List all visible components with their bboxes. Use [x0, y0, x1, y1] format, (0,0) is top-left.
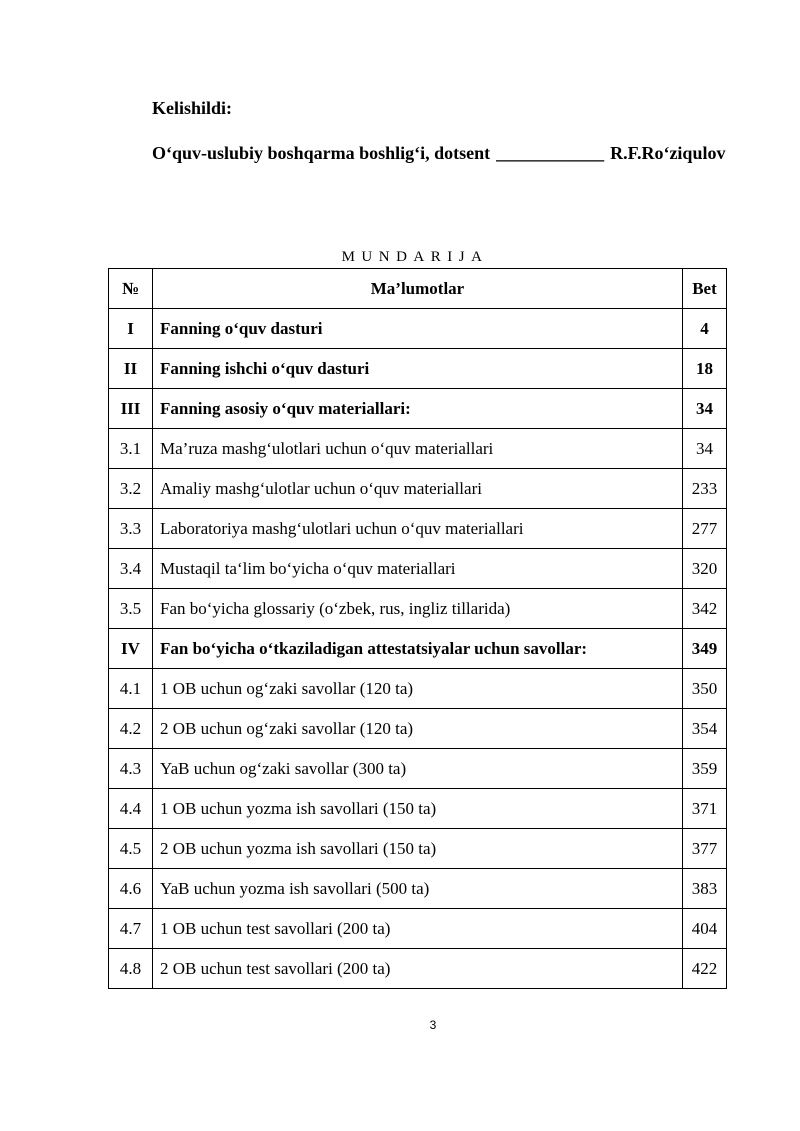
toc-row: [109, 749, 727, 789]
toc-row: [109, 549, 727, 589]
toc-row-number: 3.5: [109, 589, 153, 629]
toc-row-page: 4: [683, 309, 727, 349]
toc-row-page: 18: [683, 349, 727, 389]
toc-row-title: 1 OB uchun yozma ish savollari (150 ta): [153, 789, 683, 829]
toc-row-title: YaB uchun og‘zaki savollar (300 ta): [153, 749, 683, 789]
toc-row-number: 4.5: [109, 829, 153, 869]
toc-row-title: 2 OB uchun og‘zaki savollar (120 ta): [153, 709, 683, 749]
toc-row-number: 3.4: [109, 549, 153, 589]
approver-title: O‘quv-uslubiy boshqarma boshlig‘i, dotsent: [152, 143, 491, 163]
toc-row: [109, 869, 727, 909]
toc-row-title: Fanning asosiy o‘quv materiallari:: [153, 389, 683, 429]
toc-row-title: 1 OB uchun og‘zaki savollar (120 ta): [153, 669, 683, 709]
toc-row-number: 3.1: [109, 429, 153, 469]
toc-row: [109, 389, 727, 429]
toc-row-page: 404: [683, 909, 727, 949]
toc-row-number: 4.1: [109, 669, 153, 709]
toc-row-number: 3.3: [109, 509, 153, 549]
toc-row-title: 2 OB uchun test savollari (200 ta): [153, 949, 683, 989]
toc-row-page: 371: [683, 789, 727, 829]
toc-row-number: 3.2: [109, 469, 153, 509]
toc-row-title: Mustaqil ta‘lim bo‘yicha o‘quv materiallari: [153, 549, 683, 589]
toc-row-title: Fanning ishchi o‘quv dasturi: [153, 349, 683, 389]
toc-row-page: 320: [683, 549, 727, 589]
column-header-contents: Ma’lumotlar: [153, 269, 683, 309]
column-header-number: №: [109, 269, 153, 309]
page-number: 3: [429, 1018, 437, 1032]
toc-row-page: 377: [683, 829, 727, 869]
toc-row-title: Laboratoriya mashg‘ulotlari uchun o‘quv materiallari: [153, 509, 683, 549]
toc-row-page: 354: [683, 709, 727, 749]
toc-table: [108, 268, 727, 989]
toc-row-title: Amaliy mashg‘ulotlar uchun o‘quv materiallari: [153, 469, 683, 509]
approver-line: [152, 143, 725, 164]
toc-row-title: Fan bo‘yicha o‘tkaziladigan attestatsiyalar uchun savollar:: [153, 629, 683, 669]
toc-row: [109, 349, 727, 389]
toc-body: [109, 309, 727, 989]
toc-row-number: 4.7: [109, 909, 153, 949]
toc-row: [109, 309, 727, 349]
toc-row-page: 350: [683, 669, 727, 709]
toc-row-title: Fanning o‘quv dasturi: [153, 309, 683, 349]
toc-row-page: 34: [683, 389, 727, 429]
signature-line: ____________: [496, 143, 605, 163]
toc-row-page: 349: [683, 629, 727, 669]
agreed-label: Kelishildi:: [152, 98, 233, 118]
toc-row: [109, 429, 727, 469]
toc-row-page: 34: [683, 429, 727, 469]
toc-row-number: 4.2: [109, 709, 153, 749]
toc-row-number: III: [109, 389, 153, 429]
toc-row-number: I: [109, 309, 153, 349]
toc-header-row: [109, 269, 727, 309]
toc-row-number: 4.6: [109, 869, 153, 909]
toc-row: [109, 789, 727, 829]
toc-row-title: YaB uchun yozma ish savollari (500 ta): [153, 869, 683, 909]
toc-row-number: II: [109, 349, 153, 389]
toc-row-number: 4.4: [109, 789, 153, 829]
toc-row: [109, 829, 727, 869]
toc-row-page: 422: [683, 949, 727, 989]
toc-row-number: IV: [109, 629, 153, 669]
toc-row-page: 342: [683, 589, 727, 629]
toc-row-page: 383: [683, 869, 727, 909]
toc-row: [109, 509, 727, 549]
toc-row-title: 1 OB uchun test savollari (200 ta): [153, 909, 683, 949]
column-header-page: Bet: [683, 269, 727, 309]
toc-row: [109, 949, 727, 989]
toc-row-page: 233: [683, 469, 727, 509]
toc-row-title: 2 OB uchun yozma ish savollari (150 ta): [153, 829, 683, 869]
toc-row-number: 4.3: [109, 749, 153, 789]
toc-row: [109, 909, 727, 949]
toc-title: MUNDARIJA: [341, 249, 489, 265]
toc-row: [109, 669, 727, 709]
approver-name: R.F.Ro‘ziqulov: [610, 143, 726, 163]
toc-row: [109, 469, 727, 509]
toc-row-title: Ma’ruza mashg‘ulotlari uchun o‘quv materiallari: [153, 429, 683, 469]
toc-row: [109, 629, 727, 669]
toc-row-page: 359: [683, 749, 727, 789]
toc-row: [109, 589, 727, 629]
toc-row-page: 277: [683, 509, 727, 549]
toc-row-title: Fan bo‘yicha glossariy (o‘zbek, rus, ingliz tillarida): [153, 589, 683, 629]
toc-row-number: 4.8: [109, 949, 153, 989]
toc-row: [109, 709, 727, 749]
